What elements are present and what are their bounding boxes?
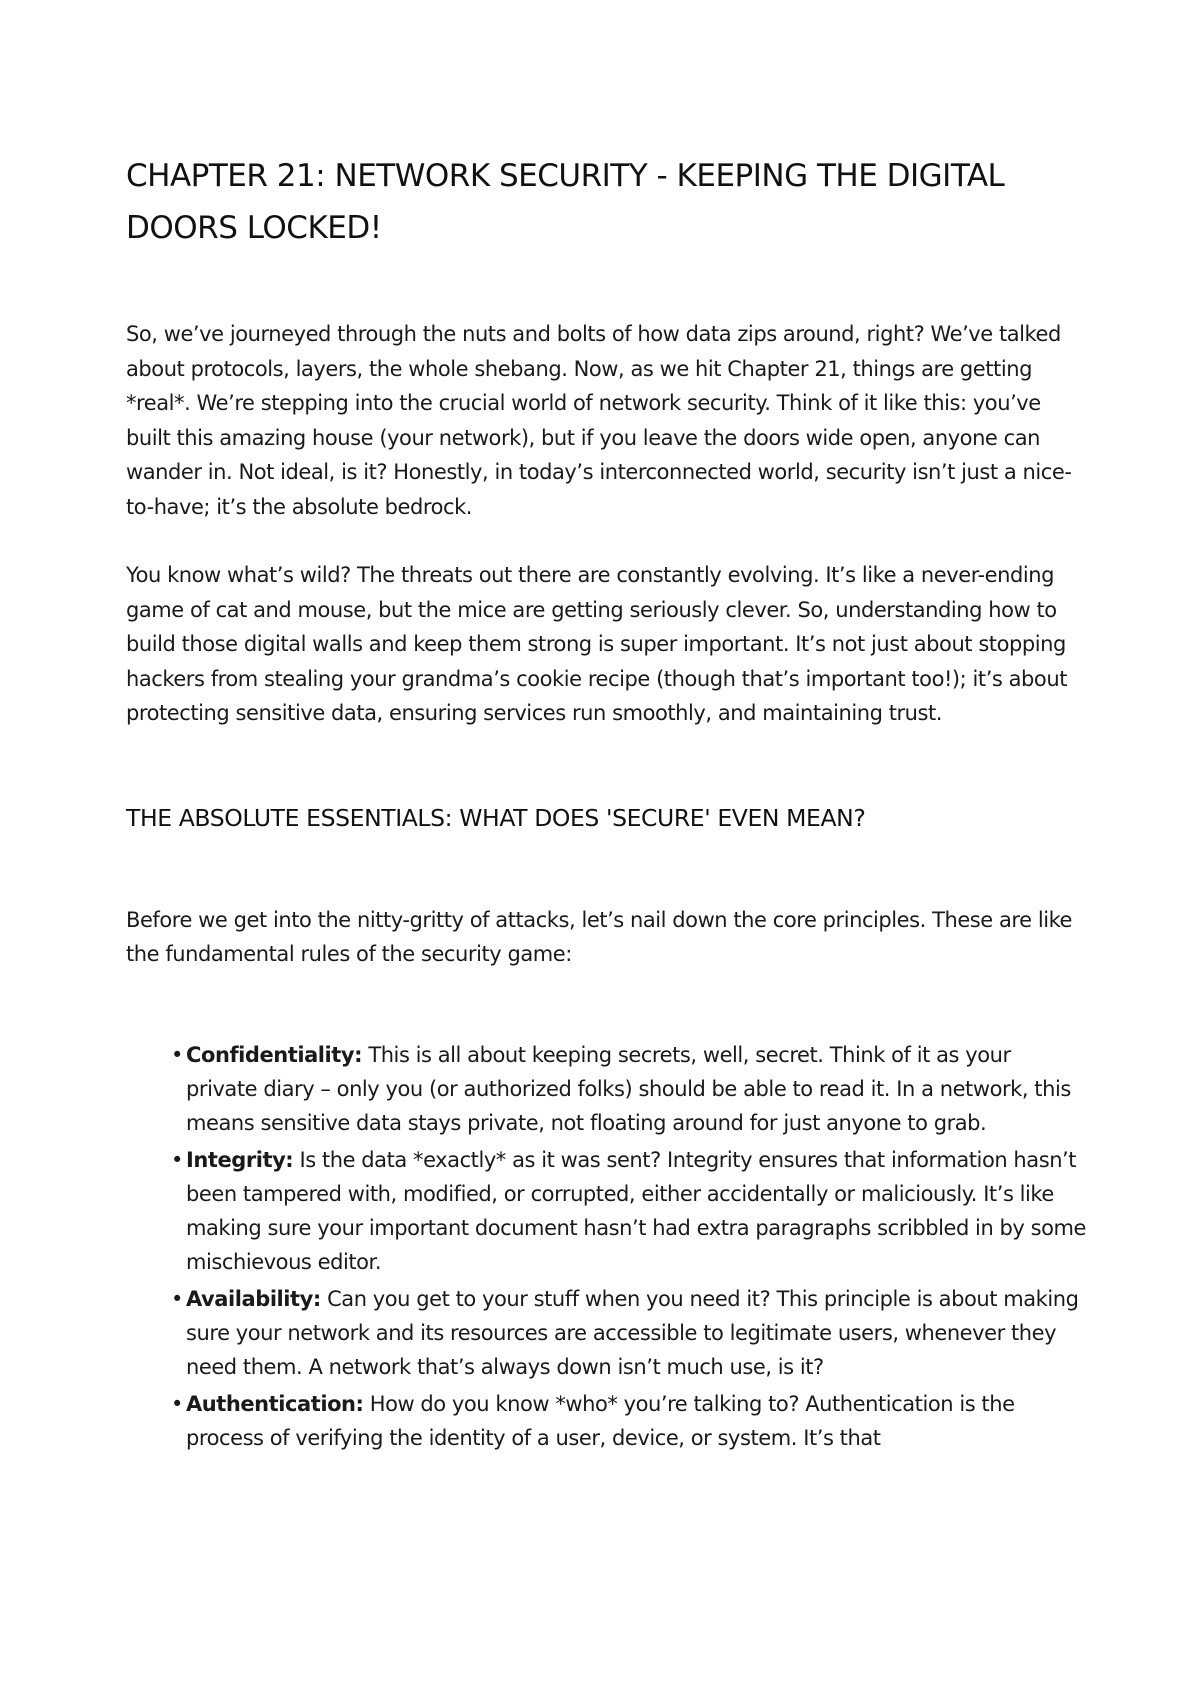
section-intro-paragraph: Before we get into the nitty-gritty of attacks, let’s nail down the core principles. These are like the fundamental rules of the security game:: [126, 907, 1073, 966]
intro-paragraph: You know what’s wild? The threats out there are constantly evolving. It’s like a never-ending game of cat and mouse, but the mice are getting seriously clever. So, understanding how to build those digital walls and keep them strong is super important. It’s not just about stopping hackers from stealing your grandma’s cookie recipe (though that’s important too!); it’s about protecting sensitive data, ensuring services run smoothly, and maintaining trust.: [126, 563, 1067, 725]
section-heading: THE ABSOLUTE ESSENTIALS: WHAT DOES 'SECURE' EVEN MEAN?: [126, 803, 866, 832]
page-content: [126, 150, 1086, 1458]
bullet-term: Availability:: [186, 1286, 321, 1311]
principles-list: [126, 1038, 1086, 1455]
list-item-integrity: [126, 1143, 1086, 1279]
chapter-title: CHAPTER 21: NETWORK SECURITY - KEEPING THE DIGITAL DOORS LOCKED!: [126, 158, 1005, 246]
list-item-authentication: [126, 1387, 1086, 1455]
list-item-confidentiality: [126, 1038, 1086, 1140]
bullet-term: Authentication:: [186, 1391, 364, 1416]
list-item-availability: [126, 1282, 1086, 1384]
bullet-text: Can you get to your stuff when you need it? This principle is about making sure your network and its resources are accessible to legitimate users, whenever they need them. A network that’s always down isn’t much use, is it?: [186, 1286, 1079, 1379]
bullet-icon: •: [171, 1147, 183, 1172]
bullet-term: Confidentiality:: [186, 1042, 363, 1067]
bullet-icon: •: [171, 1286, 183, 1311]
bullet-text: Is the data *exactly* as it was sent? Integrity ensures that information hasn’t been tampered with, modified, or corrupted, either accidentally or maliciously. It’s like making sure your important document hasn’t had extra paragraphs scribbled in by some mischievous editor.: [186, 1147, 1086, 1274]
intro-paragraph: So, we’ve journeyed through the nuts and bolts of how data zips around, right? We’ve talked about protocols, layers, the whole shebang. Now, as we hit Chapter 21, things are getting *real*. We’re stepping into the crucial world of network security. Think of it like this: you’ve built this amazing house (your network), but if you leave the doors wide open, anyone can wander in. Not ideal, is it? Honestly, in today’s interconnected world, security isn’t just a nice-to-have; it’s the absolute bedrock.: [126, 322, 1072, 519]
bullet-text: How do you know *who* you’re talking to? Authentication is the process of verifying the identity of a user, device, or system. It’s that: [186, 1391, 1015, 1450]
bullet-icon: •: [171, 1391, 183, 1416]
bullet-icon: •: [171, 1042, 183, 1067]
bullet-term: Integrity:: [186, 1147, 294, 1172]
bullet-text: This is all about keeping secrets, well, secret. Think of it as your private diary – only you (or authorized folks) should be able to read it. In a network, this means sensitive data stays private, not floating around for just anyone to grab.: [186, 1042, 1071, 1135]
